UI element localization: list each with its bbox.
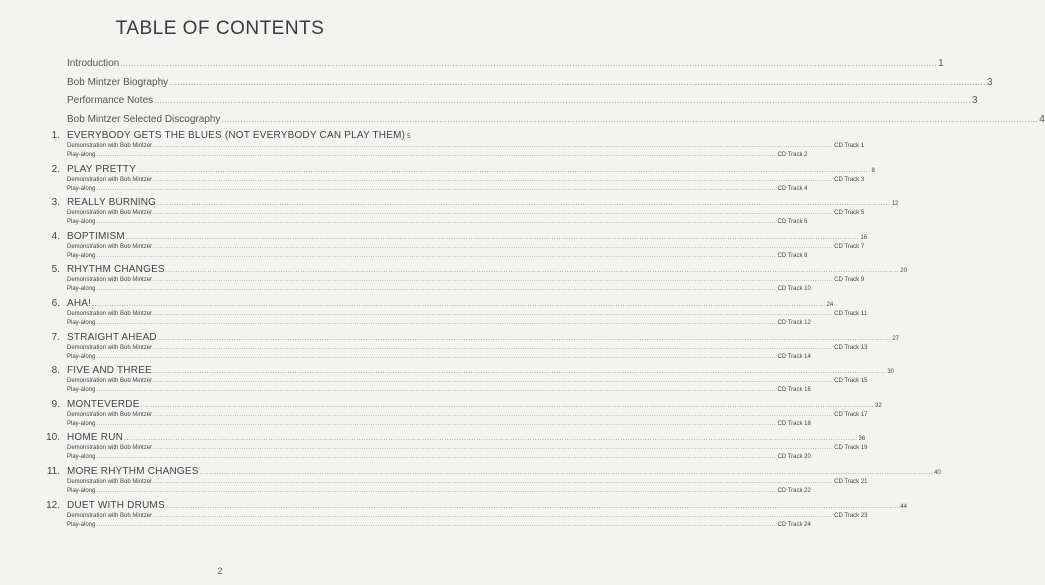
- tune-title: MORE RHYTHM CHANGES: [67, 465, 199, 477]
- tune-number: 10.: [46, 432, 60, 444]
- intro-entry-label: Performance Notes: [67, 95, 154, 106]
- dot-leader: ............................................................................................................................................................................................................................................................................................................: [140, 401, 875, 409]
- tune-entry: [0, 365, 894, 399]
- tune-title-row: [67, 365, 894, 377]
- playalong-track: CD Track 18: [777, 420, 811, 427]
- dot-leader: ............................................................................................................................................................................................................................................................................................................: [221, 114, 1039, 124]
- dot-leader: ............................................................................................................................................................................................................................................................................................................: [153, 478, 834, 485]
- demo-track: CD Track 23: [834, 512, 868, 519]
- playalong-label: Play-along: [67, 521, 96, 528]
- demo-label: Demonstration with Bob Mintzer: [67, 277, 153, 284]
- dot-leader: ............................................................................................................................................................................................................................................................................................................: [92, 300, 826, 308]
- tune-title: DUET WITH DRUMS: [67, 499, 165, 511]
- playalong-row: [67, 152, 808, 158]
- tune-page: 24: [826, 301, 834, 308]
- tune-title-row: [67, 163, 875, 175]
- intro-entry: [67, 76, 993, 96]
- playalong-row: [67, 454, 811, 461]
- playalong-label: Play-along: [67, 454, 96, 461]
- tune-title: AHA!: [67, 297, 92, 309]
- tune-title-row: [67, 297, 834, 309]
- playalong-track: CD Track 4: [777, 185, 808, 192]
- tune-title: REALLY BURNING: [67, 197, 157, 209]
- page-title: TABLE OF CONTENTS: [115, 18, 325, 39]
- intro-entry: [67, 58, 944, 77]
- page-number: 2: [217, 566, 223, 576]
- playalong-track: CD Track 16: [777, 387, 811, 394]
- tune-title-row: [67, 130, 411, 141]
- playalong-label: Play-along: [67, 420, 96, 427]
- demo-track: CD Track 13: [834, 344, 868, 351]
- tune-entry: [0, 297, 868, 332]
- dot-leader: ............................................................................................................................................................................................................................................................................................................: [124, 435, 858, 443]
- demo-track: CD Track 3: [834, 176, 865, 183]
- dot-leader: ............................................................................................................................................................................................................................................................................................................: [153, 243, 834, 250]
- demo-label: Demonstration with Bob Mintzer: [67, 445, 153, 452]
- tune-entry: [0, 465, 941, 500]
- tune-list: [0, 130, 941, 533]
- dot-leader: ............................................................................................................................................................................................................................................................................................................: [125, 233, 860, 241]
- dot-leader: ............................................................................................................................................................................................................................................................................................................: [96, 353, 777, 360]
- demo-track: CD Track 5: [834, 210, 865, 217]
- dot-leader: ............................................................................................................................................................................................................................................................................................................: [153, 378, 834, 385]
- dot-leader: ............................................................................................................................................................................................................................................................................................................: [199, 468, 934, 476]
- dot-leader: ............................................................................................................................................................................................................................................................................................................: [96, 319, 777, 326]
- playalong-track: CD Track 24: [777, 521, 811, 528]
- demo-label: Demonstration with Bob Mintzer: [67, 478, 153, 485]
- tune-page: 32: [875, 402, 882, 409]
- demo-row: [67, 143, 865, 149]
- playalong-track: CD Track 12: [777, 319, 811, 326]
- playalong-track: CD Track 8: [777, 252, 808, 259]
- tune-number: 8.: [51, 365, 60, 377]
- tune-number: 1.: [51, 130, 60, 141]
- playalong-track: CD Track 6: [777, 219, 808, 226]
- tune-page: 5: [407, 134, 411, 140]
- tune-title-row: [67, 432, 866, 444]
- tune-title: HOME RUN: [67, 432, 124, 444]
- playalong-track: CD Track 10: [777, 286, 811, 293]
- playalong-track: CD Track 14: [777, 353, 811, 360]
- dot-leader: ............................................................................................................................................................................................................................................................................................................: [169, 77, 986, 87]
- tune-page: 30: [887, 369, 894, 376]
- dot-leader: ............................................................................................................................................................................................................................................................................................................: [137, 166, 871, 174]
- dot-leader: ............................................................................................................................................................................................................................................................................................................: [153, 210, 834, 217]
- dot-leader: ............................................................................................................................................................................................................................................................................................................: [152, 368, 887, 376]
- playalong-track: CD Track 22: [777, 487, 811, 494]
- dot-leader: ............................................................................................................................................................................................................................................................................................................: [157, 200, 891, 208]
- tune-title-row: [67, 264, 907, 276]
- tune-number: 5.: [51, 264, 60, 276]
- demo-row: [67, 378, 868, 385]
- tune-title-row: [67, 230, 868, 242]
- dot-leader: ............................................................................................................................................................................................................................................................................................................: [96, 454, 777, 461]
- playalong-label: Play-along: [67, 152, 96, 158]
- demo-label: Demonstration with Bob Mintzer: [67, 512, 153, 519]
- demo-row: [67, 445, 868, 452]
- dot-leader: ............................................................................................................................................................................................................................................................................................................: [96, 387, 777, 394]
- tune-number: 2.: [51, 163, 60, 175]
- dot-leader: ............................................................................................................................................................................................................................................................................................................: [96, 252, 777, 259]
- dot-leader: ............................................................................................................................................................................................................................................................................................................: [96, 219, 777, 226]
- demo-row: [67, 210, 865, 217]
- tune-entry: [0, 130, 865, 164]
- demo-label: Demonstration with Bob Mintzer: [67, 378, 153, 385]
- playalong-row: [67, 487, 811, 494]
- intro-entry-label: Bob Mintzer Biography: [67, 76, 169, 88]
- demo-label: Demonstration with Bob Mintzer: [67, 176, 153, 183]
- tune-title-row: [67, 197, 899, 209]
- dot-leader: ............................................................................................................................................................................................................................................................................................................: [153, 512, 834, 519]
- dot-leader: ............................................................................................................................................................................................................................................................................................................: [96, 152, 777, 158]
- tune-number: 7.: [51, 331, 60, 343]
- playalong-track: CD Track 20: [777, 454, 811, 461]
- demo-row: [67, 478, 868, 485]
- demo-track: CD Track 17: [834, 411, 868, 418]
- tune-title-row: [67, 331, 899, 343]
- tune-number: 6.: [51, 297, 60, 309]
- dot-leader: ............................................................................................................................................................................................................................................................................................................: [153, 176, 834, 183]
- playalong-label: Play-along: [67, 387, 96, 394]
- tune-entry: [0, 398, 882, 433]
- demo-row: [67, 176, 865, 183]
- tune-title-row: [67, 465, 941, 477]
- demo-track: CD Track 7: [834, 243, 865, 250]
- playalong-row: [67, 185, 808, 192]
- dot-leader: ............................................................................................................................................................................................................................................................................................................: [96, 487, 777, 494]
- playalong-row: [67, 353, 811, 360]
- demo-track: CD Track 21: [834, 478, 868, 485]
- playalong-label: Play-along: [67, 319, 96, 326]
- intro-list: [67, 58, 1045, 132]
- demo-row: [67, 243, 865, 250]
- demo-row: [67, 310, 868, 317]
- tune-title: EVERYBODY GETS THE BLUES (NOT EVERYBODY CAN PLAY THEM): [67, 130, 406, 141]
- tune-entry: [0, 432, 868, 466]
- demo-label: Demonstration with Bob Mintzer: [67, 310, 153, 317]
- demo-track: CD Track 19: [834, 445, 868, 452]
- tune-title: STRAIGHT AHEAD: [67, 331, 157, 343]
- tune-number: 9.: [51, 398, 60, 410]
- tune-page: 8: [871, 167, 875, 174]
- playalong-row: [67, 252, 808, 259]
- tune-number: 4.: [51, 230, 60, 242]
- playalong-track: CD Track 2: [777, 152, 808, 158]
- dot-leader: ............................................................................................................................................................................................................................................................................................................: [96, 521, 777, 528]
- playalong-row: [67, 420, 811, 427]
- dot-leader: ............................................................................................................................................................................................................................................................................................................: [153, 143, 834, 149]
- tune-title-row: [67, 398, 882, 410]
- tune-entry: [0, 331, 899, 366]
- demo-row: [67, 344, 868, 351]
- intro-entry-page: 1: [938, 58, 944, 69]
- dot-leader: ............................................................................................................................................................................................................................................................................................................: [165, 267, 900, 275]
- tune-page: 20: [900, 268, 907, 275]
- playalong-label: Play-along: [67, 286, 96, 293]
- demo-track: CD Track 15: [834, 378, 868, 385]
- intro-entry: [67, 95, 978, 114]
- dot-leader: ............................................................................................................................................................................................................................................................................................................: [154, 96, 971, 105]
- demo-row: [67, 277, 865, 284]
- tune-number: 3.: [51, 197, 60, 209]
- demo-label: Demonstration with Bob Mintzer: [67, 243, 153, 250]
- dot-leader: ............................................................................................................................................................................................................................................................................................................: [96, 420, 777, 427]
- intro-entry-label: Introduction: [67, 58, 120, 69]
- tune-entry: [0, 230, 868, 265]
- tune-page: 16: [860, 234, 868, 241]
- tune-entry: [0, 264, 907, 298]
- playalong-row: [67, 286, 811, 293]
- tune-title-row: [67, 499, 907, 511]
- playalong-label: Play-along: [67, 185, 96, 192]
- dot-leader: ............................................................................................................................................................................................................................................................................................................: [153, 344, 834, 351]
- demo-track: CD Track 11: [834, 310, 868, 317]
- tune-page: 40: [934, 469, 941, 476]
- demo-label: Demonstration with Bob Mintzer: [67, 143, 153, 149]
- tune-entry: [0, 197, 899, 231]
- dot-leader: ............................................................................................................................................................................................................................................................................................................: [153, 277, 834, 284]
- demo-row: [67, 512, 868, 519]
- intro-entry-page: 3: [986, 76, 993, 88]
- dot-leader: ............................................................................................................................................................................................................................................................................................................: [153, 411, 834, 418]
- playalong-label: Play-along: [67, 252, 96, 259]
- tune-entry: [0, 163, 875, 198]
- intro-entry-page: 4: [1039, 113, 1045, 125]
- demo-track: CD Track 1: [834, 143, 865, 149]
- dot-leader: ............................................................................................................................................................................................................................................................................................................: [153, 445, 834, 452]
- playalong-row: [67, 521, 811, 528]
- dot-leader: ............................................................................................................................................................................................................................................................................................................: [120, 59, 938, 68]
- dot-leader: ............................................................................................................................................................................................................................................................................................................: [157, 334, 892, 342]
- tune-entry: [0, 499, 907, 534]
- tune-page: 44: [900, 503, 907, 510]
- demo-label: Demonstration with Bob Mintzer: [67, 344, 153, 351]
- playalong-row: [67, 387, 811, 394]
- playalong-label: Play-along: [67, 353, 96, 360]
- tune-number: 12.: [46, 499, 60, 511]
- playalong-label: Play-along: [67, 219, 96, 226]
- demo-label: Demonstration with Bob Mintzer: [67, 411, 153, 418]
- dot-leader: ............................................................................................................................................................................................................................................................................................................: [96, 286, 777, 293]
- tune-page: 36: [858, 436, 866, 443]
- tune-number: 11.: [46, 465, 60, 477]
- playalong-row: [67, 219, 808, 226]
- playalong-label: Play-along: [67, 487, 96, 494]
- tune-title: BOPTIMISM: [67, 230, 125, 242]
- dot-leader: ............................................................................................................................................................................................................................................................................................................: [153, 310, 834, 317]
- demo-track: CD Track 9: [834, 277, 865, 284]
- tune-title: FIVE AND THREE: [67, 365, 152, 377]
- playalong-row: [67, 319, 811, 326]
- dot-leader: ............................................................................................................................................................................................................................................................................................................: [165, 502, 900, 510]
- intro-entry-page: 3: [971, 95, 978, 106]
- tune-page: 12: [891, 201, 899, 208]
- tune-title: RHYTHM CHANGES: [67, 264, 165, 276]
- dot-leader: ............................................................................................................................................................................................................................................................................................................: [96, 185, 777, 192]
- demo-row: [67, 411, 868, 418]
- demo-label: Demonstration with Bob Mintzer: [67, 210, 153, 217]
- tune-page: 27: [892, 335, 899, 342]
- tune-title: PLAY PRETTY: [67, 163, 137, 175]
- tune-title: MONTEVERDE: [67, 398, 140, 410]
- intro-entry-label: Bob Mintzer Selected Discography: [67, 113, 221, 125]
